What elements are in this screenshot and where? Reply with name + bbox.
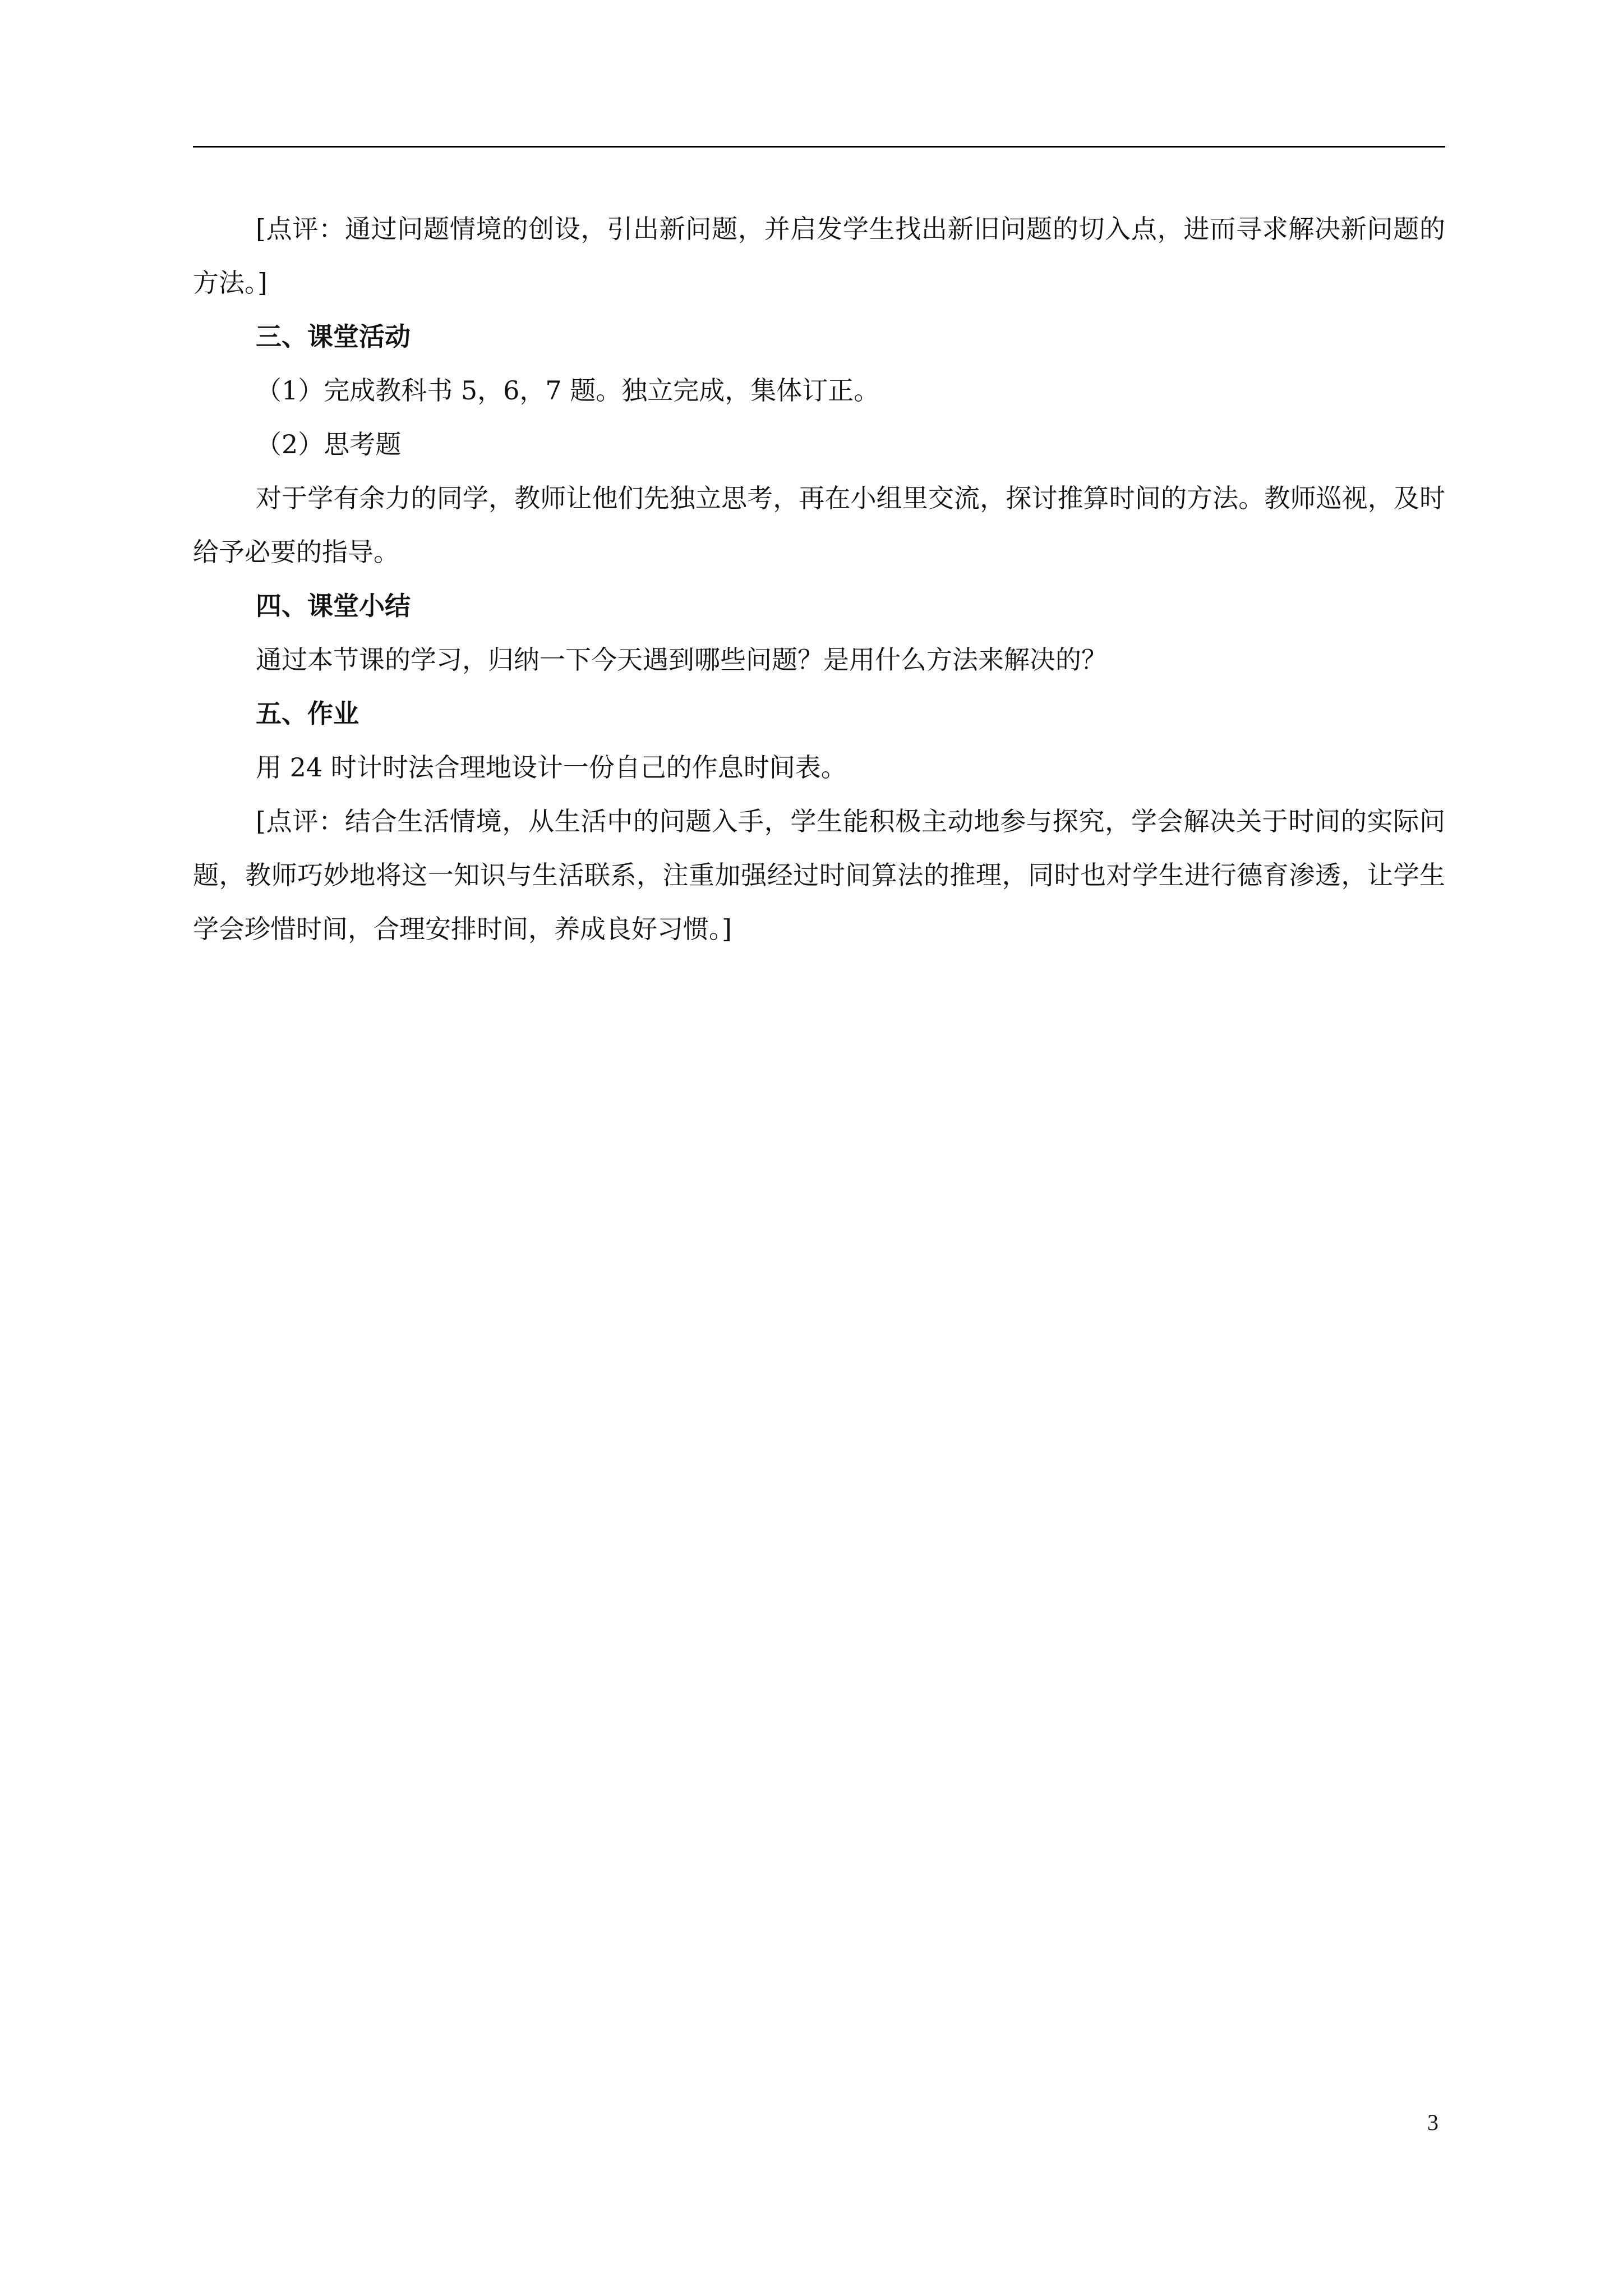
document-body: [193, 202, 1445, 956]
thinking-question-paragraph: 对于学有余力的同学，教师让他们先独立思考，再在小组里交流，探讨推算时间的方法。教师巡视，及时给予必要的指导。: [193, 483, 1445, 567]
summary-paragraph: 通过本节课的学习，归纳一下今天遇到哪些问题？是用什么方法来解决的？: [256, 645, 1107, 675]
page-number: 3: [1427, 2110, 1438, 2135]
homework-paragraph: 用 24 时计时法合理地设计一份自己的作息时间表。: [256, 752, 847, 783]
section-heading-summary: 四、课堂小结: [256, 591, 411, 621]
comment-paragraph-2: [点评：结合生活情境，从生活中的问题入手，学生能积极主动地参与探究，学会解决关于时间的实际问题，教师巧妙地将这一知识与生活联系，注重加强经过时间算法的推理，同时也对学生进行德育渗透，让学生学会珍惜时间，合理安排时间，养成良好习惯。]: [193, 806, 1445, 944]
section-heading-homework: 五、作业: [256, 698, 359, 729]
activity-item-1: （1）完成教科书 5，6，7 题。独立完成，集体订正。: [256, 375, 880, 406]
comment-paragraph-1: [点评：通过问题情境的创设，引出新问题，并启发学生找出新旧问题的切入点，进而寻求解决新问题的方法。]: [193, 214, 1445, 298]
section-heading-classroom-activity: 三、课堂活动: [256, 321, 411, 352]
activity-item-2: （2）思考题: [256, 429, 402, 459]
header-rule: [193, 146, 1445, 148]
